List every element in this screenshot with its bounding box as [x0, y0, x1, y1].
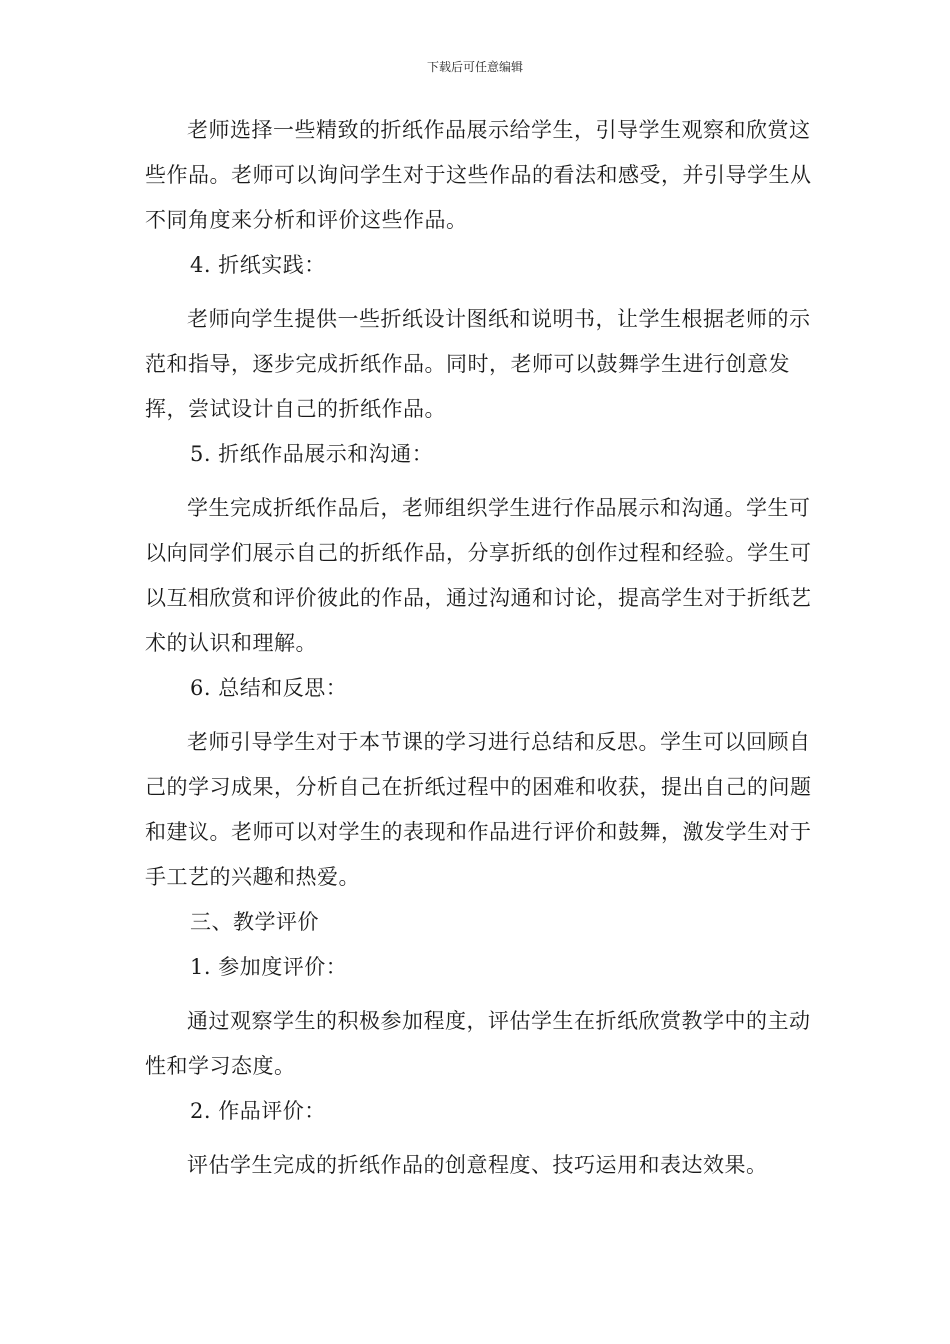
paragraph-work-eval: 评估学生完成的折纸作品的创意程度、技巧运用和表达效果。 — [187, 1153, 768, 1177]
paragraph-summary: 老师引导学生对于本节课的学习进行总结和反思。学生可以回顾自己的学习成果，分析自己在折纸过程中的困难和收获，提出自己的问题和建议。老师可以对学生的表现和作品进行评价和鼓舞，激发学生对于手工艺的兴趣和热爱。 — [145, 730, 812, 889]
page-header: 下载后可任意编辑 — [426, 60, 523, 74]
section-title-evaluation: 三、教学评价 — [190, 910, 319, 934]
document-body — [145, 108, 815, 1188]
paragraph-participation: 通过观察学生的积极参加程度，评估学生在折纸欣赏教学中的主动性和学习态度。 — [145, 1009, 811, 1078]
heading-display-communication: 5. 折纸作品展示和沟通： — [190, 442, 434, 466]
paragraph-appreciation: 老师选择一些精致的折纸作品展示给学生，引导学生观察和欣赏这些作品。老师可以询问学生对于这些作品的看法和感受，并引导学生从不同角度来分析和评价这些作品。 — [145, 118, 812, 232]
heading-folding-practice: 4. 折纸实践： — [190, 253, 326, 277]
heading-summary-reflection: 6. 总结和反思： — [190, 676, 348, 700]
heading-participation-eval: 1. 参加度评价： — [190, 955, 348, 979]
heading-work-eval: 2. 作品评价： — [190, 1099, 326, 1123]
paragraph-display: 学生完成折纸作品后，老师组织学生进行作品展示和沟通。学生可以向同学们展示自己的折纸作品，分享折纸的创作过程和经验。学生可以互相欣赏和评价彼此的作品，通过沟通和讨论，提高学生对于折纸艺术的认识和理解。 — [145, 496, 812, 655]
paragraph-practice: 老师向学生提供一些折纸设计图纸和说明书，让学生根据老师的示范和指导，逐步完成折纸作品。同时，老师可以鼓舞学生进行创意发挥，尝试设计自己的折纸作品。 — [145, 307, 811, 421]
